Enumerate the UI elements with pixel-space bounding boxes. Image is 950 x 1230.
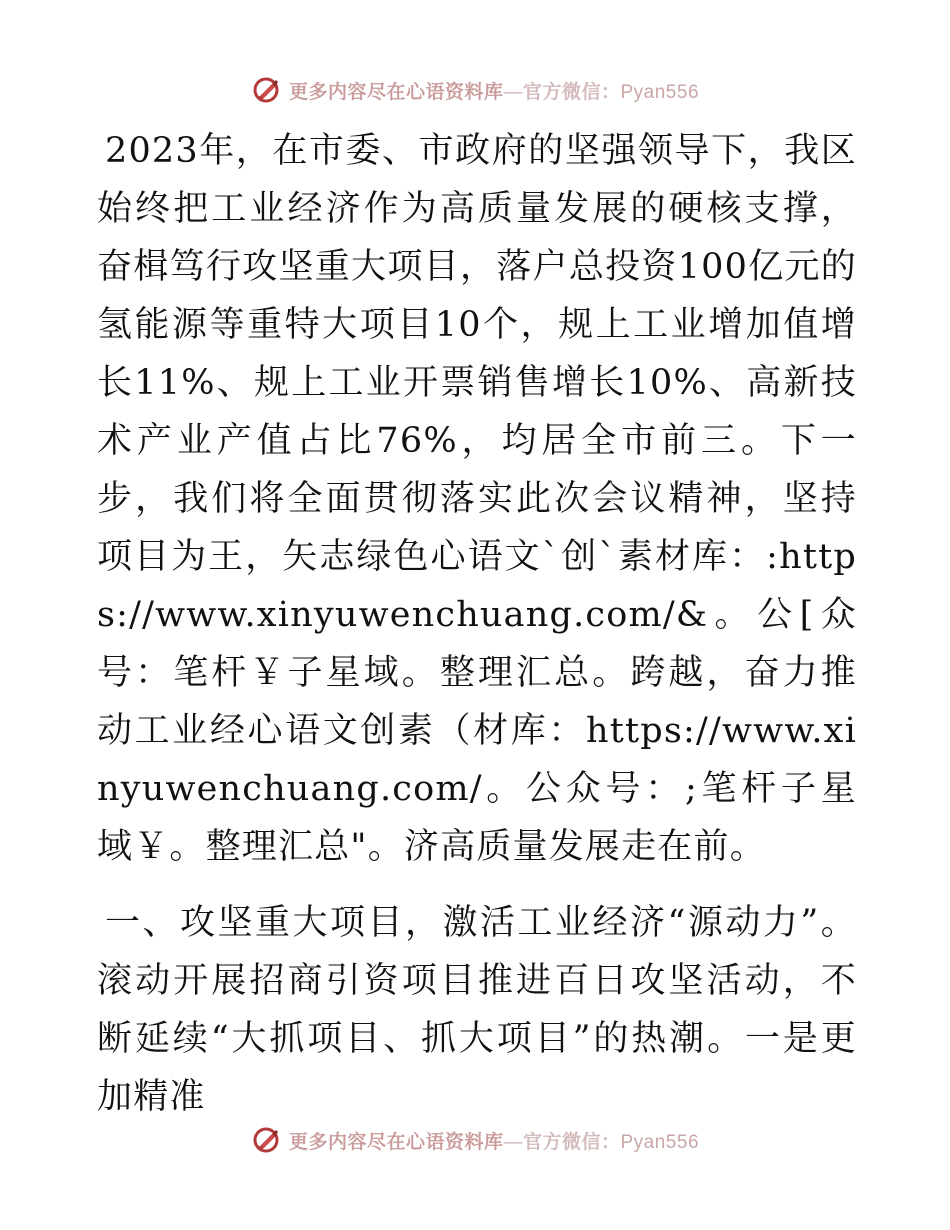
header-banner-wechat-label: 官方微信：: [522, 81, 621, 103]
header-banner-dash: —: [503, 81, 523, 103]
pen-seal-logo-icon: [251, 1125, 281, 1155]
header-banner-wechat-handle: Pyan556: [620, 81, 700, 103]
document-body: [97, 122, 857, 1126]
footer-banner-title: 更多内容尽在心语资料库: [288, 1131, 504, 1153]
footer-banner[interactable]: [0, 1120, 950, 1160]
footer-banner-text: [289, 1127, 699, 1154]
header-banner-text: [289, 77, 699, 104]
footer-banner-wechat-label: 官方微信：: [522, 1131, 621, 1153]
footer-banner-dash: —: [503, 1131, 523, 1153]
header-banner-title: 更多内容尽在心语资料库: [288, 81, 504, 103]
paragraph-intro: 2023年，在市委、市政府的坚强领导下，我区始终把工业经济作为高质量发展的硬核支撑，奋楫笃行攻坚重大项目，落户总投资100亿元的氢能源等重特大项目10个，规上工业增加值增长11%、规上工业开票销售增长10%、高新技术产业产值占比76%，均居全市前三。下一步，我们将全面贯彻落实此次会议精神，坚持项目为王，矢志绿色心语文`创`素材库：:https://www.xinyuwenchuang.com/&。公[众号：笔杆￥子星域。整理汇总。跨越，奋力推动工业经心语文创素（材库：https://www.xinyuwenchuang.com/。公众号：;笔杆子星域￥。整理汇总"。济高质量发展走在前。: [97, 131, 857, 867]
paragraph-section-one: 一、攻坚重大项目，激活工业经济“源动力”。滚动开展招商引资项目推进百日攻坚活动，不断延续“大抓项目、抓大项目”的热潮。一是更加精准: [97, 903, 857, 1117]
header-banner[interactable]: [0, 70, 950, 110]
footer-banner-wechat-handle: Pyan556: [620, 1131, 700, 1153]
pen-seal-logo-icon: [251, 75, 281, 105]
